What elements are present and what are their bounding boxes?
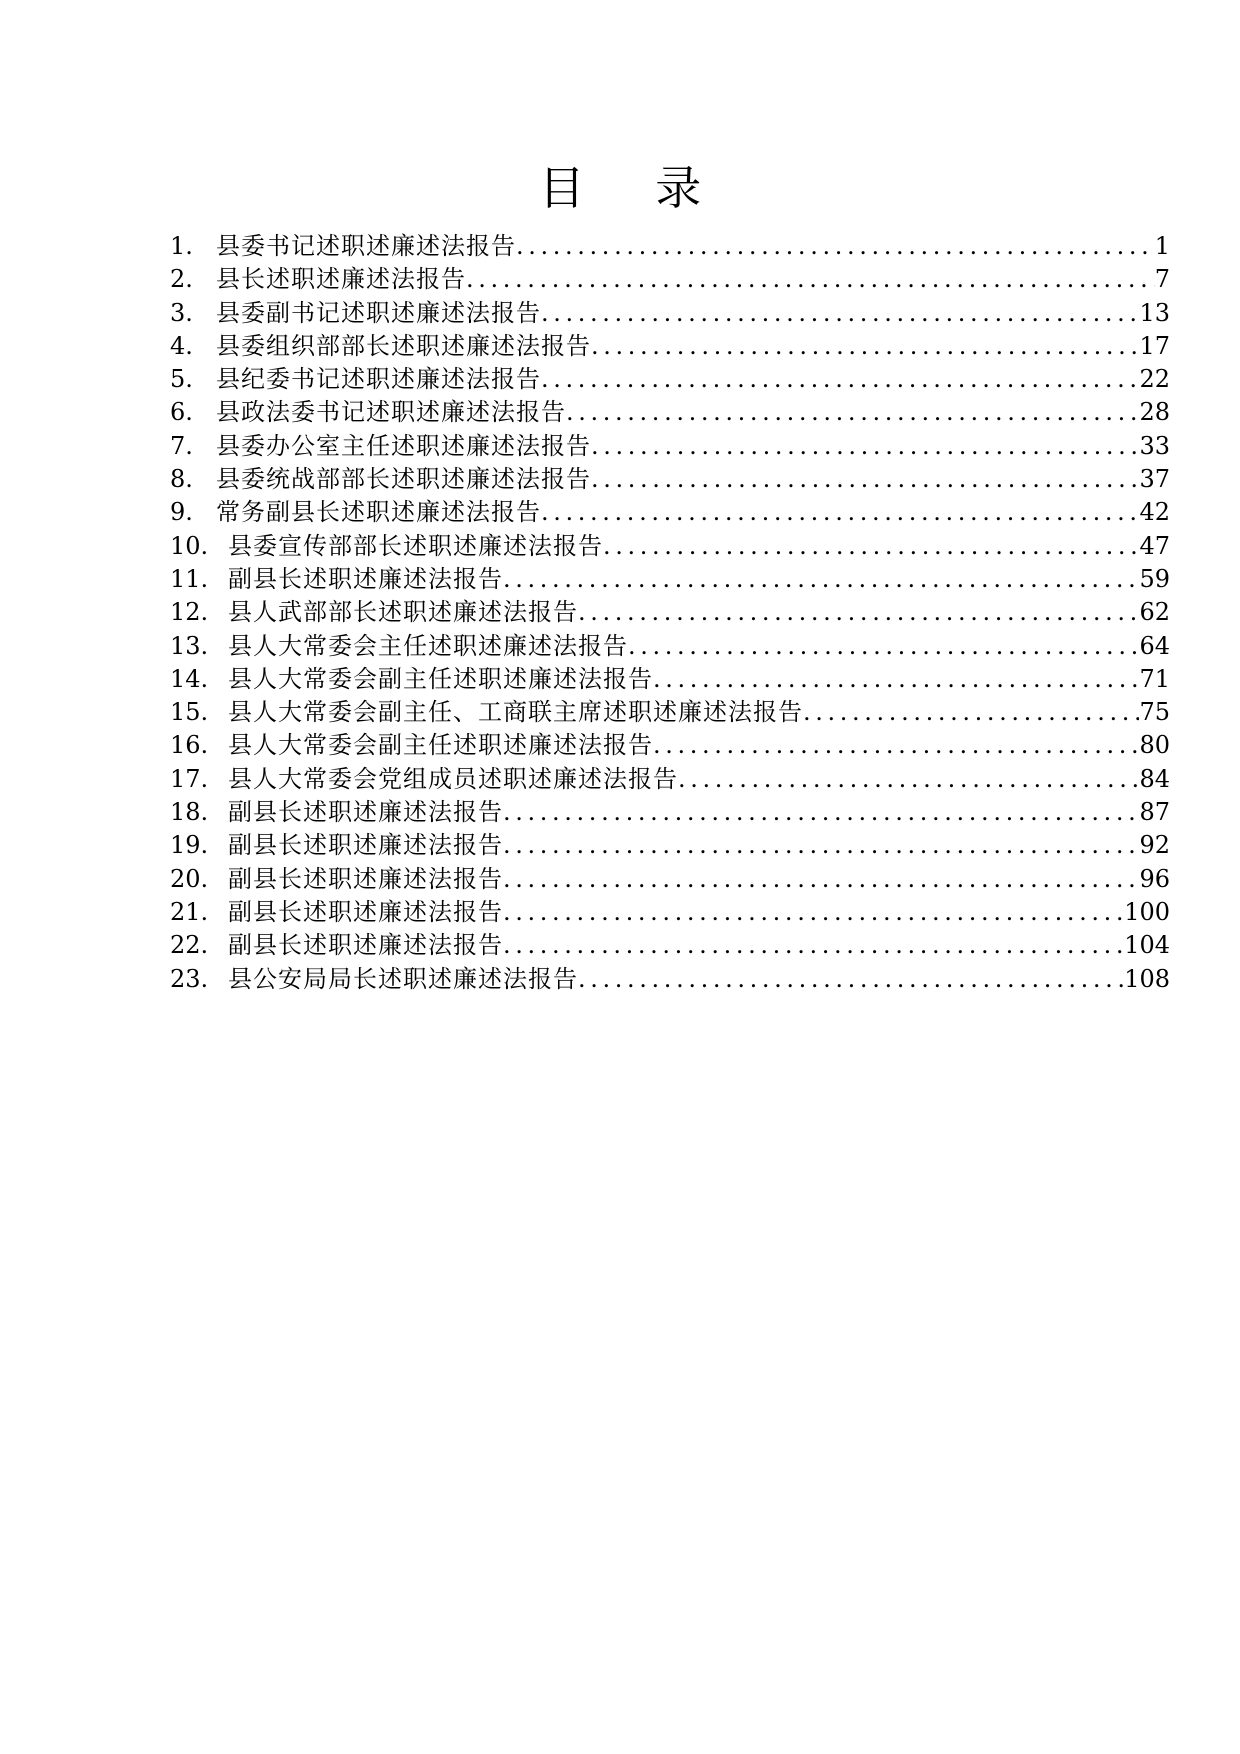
toc-dot-leader	[503, 563, 1139, 596]
toc-entry-number: 20.	[170, 864, 209, 893]
toc-entry-label[interactable]: 县长述职述廉述法报告	[216, 265, 466, 294]
toc-entry-label[interactable]: 县委副书记述职述廉述法报告	[216, 298, 541, 327]
toc-entry-page: 22	[1139, 365, 1170, 394]
toc-entry-number: 1.	[170, 232, 193, 260]
toc-entry-number: 5.	[170, 365, 193, 394]
toc-dot-leader	[628, 630, 1139, 663]
toc-dot-leader	[503, 896, 1124, 929]
toc-entry[interactable]	[170, 963, 1170, 996]
toc-entry-label[interactable]: 县人大常委会党组成员述职述廉述法报告	[228, 764, 678, 793]
toc-dot-leader	[503, 929, 1124, 962]
toc-entry-number: 21.	[170, 897, 209, 926]
toc-entry-page: 47	[1139, 531, 1170, 560]
toc-entry-label[interactable]: 县人大常委会副主任、工商联主席述职述廉述法报告	[228, 698, 803, 727]
toc-entry-number: 6.	[170, 398, 193, 427]
toc-entry[interactable]	[170, 863, 1170, 896]
toc-entry-page: 71	[1139, 664, 1170, 693]
toc-entry-page: 37	[1139, 465, 1170, 494]
toc-entry-page: 42	[1139, 498, 1170, 527]
toc-entry-number: 22.	[170, 931, 209, 960]
toc-entry-page: 84	[1139, 764, 1170, 793]
toc-entry-label[interactable]: 副县长述职述廉述法报告	[228, 864, 503, 893]
toc-dot-leader	[591, 330, 1139, 363]
toc-entry-page: 92	[1139, 831, 1170, 860]
toc-entry-label[interactable]: 县公安局局长述职述廉述法报告	[228, 964, 578, 993]
toc-entry-label[interactable]: 县委组织部部长述职述廉述法报告	[216, 331, 591, 360]
toc-entry-label[interactable]: 县委办公室主任述职述廉述法报告	[216, 431, 591, 460]
toc-entry-number: 23.	[170, 964, 209, 993]
toc-entry-label[interactable]: 副县长述职述廉述法报告	[228, 931, 503, 960]
toc-entry-page: 80	[1139, 731, 1170, 760]
toc-dot-leader	[503, 863, 1139, 896]
toc-entry[interactable]	[170, 496, 1170, 529]
toc-entry-label[interactable]: 县纪委书记述职述廉述法报告	[216, 365, 541, 394]
toc-entry-number: 13.	[170, 631, 209, 660]
toc-entry-page: 75	[1139, 698, 1170, 727]
toc-entry-page: 7	[1154, 265, 1170, 294]
toc-entry-number: 7.	[170, 431, 193, 460]
toc-entry-label[interactable]: 县委宣传部部长述职述廉述法报告	[228, 531, 603, 560]
toc-entry[interactable]	[170, 630, 1170, 663]
toc-entry[interactable]	[170, 263, 1170, 296]
toc-entry-label[interactable]: 县委书记述职述廉述法报告	[216, 232, 516, 260]
toc-entry-page: 96	[1139, 864, 1170, 893]
toc-entry-number: 10.	[170, 531, 209, 560]
toc-entry[interactable]	[170, 230, 1170, 263]
toc-entry[interactable]	[170, 563, 1170, 596]
table-of-contents	[170, 230, 1170, 996]
toc-entry-page: 13	[1139, 298, 1170, 327]
toc-entry-number: 16.	[170, 731, 209, 760]
toc-dot-leader	[566, 396, 1139, 429]
toc-entry-label[interactable]: 副县长述职述廉述法报告	[228, 564, 503, 593]
toc-entry-page: 28	[1139, 398, 1170, 427]
toc-entry-page: 62	[1139, 598, 1170, 627]
toc-dot-leader	[503, 796, 1139, 829]
toc-dot-leader	[591, 430, 1139, 463]
toc-dot-leader	[578, 963, 1124, 996]
toc-entry-label[interactable]: 县人武部部长述职述廉述法报告	[228, 598, 578, 627]
toc-entry-number: 3.	[170, 298, 193, 327]
toc-entry-label[interactable]: 常务副县长述职述廉述法报告	[216, 498, 541, 527]
toc-entry-page: 108	[1124, 964, 1170, 993]
toc-entry-label[interactable]: 县人大常委会主任述职述廉述法报告	[228, 631, 628, 660]
toc-entry-number: 12.	[170, 598, 209, 627]
toc-dot-leader	[603, 530, 1139, 563]
toc-entry-page: 59	[1139, 564, 1170, 593]
toc-entry[interactable]	[170, 829, 1170, 862]
toc-entry-label[interactable]: 县人大常委会副主任述职述廉述法报告	[228, 664, 653, 693]
toc-entry-number: 19.	[170, 831, 209, 860]
toc-entry-number: 14.	[170, 664, 209, 693]
toc-entry[interactable]	[170, 896, 1170, 929]
toc-dot-leader	[578, 596, 1139, 629]
toc-entry[interactable]	[170, 396, 1170, 429]
toc-entry[interactable]	[170, 596, 1170, 629]
toc-entry[interactable]	[170, 297, 1170, 330]
toc-entry[interactable]	[170, 430, 1170, 463]
toc-dot-leader	[653, 663, 1139, 696]
toc-entry-page: 17	[1139, 331, 1170, 360]
toc-entry[interactable]	[170, 696, 1170, 729]
toc-entry[interactable]	[170, 729, 1170, 762]
toc-entry[interactable]	[170, 763, 1170, 796]
toc-entry[interactable]	[170, 530, 1170, 563]
toc-dot-leader	[591, 463, 1139, 496]
toc-entry[interactable]	[170, 796, 1170, 829]
toc-entry-page: 104	[1124, 931, 1170, 960]
toc-entry-number: 2.	[170, 265, 193, 294]
toc-entry-page: 64	[1139, 631, 1170, 660]
toc-entry-label[interactable]: 副县长述职述廉述法报告	[228, 897, 503, 926]
toc-dot-leader	[678, 763, 1139, 796]
toc-dot-leader	[503, 829, 1139, 862]
toc-entry-number: 11.	[170, 564, 209, 593]
toc-entry-label[interactable]: 县人大常委会副主任述职述廉述法报告	[228, 731, 653, 760]
toc-entry-page: 100	[1124, 897, 1170, 926]
toc-entry-label[interactable]: 副县长述职述廉述法报告	[228, 831, 503, 860]
toc-dot-leader	[803, 696, 1139, 729]
toc-dot-leader	[541, 363, 1139, 396]
toc-entry[interactable]	[170, 929, 1170, 962]
toc-entry-page: 33	[1139, 431, 1170, 460]
toc-dot-leader	[653, 729, 1139, 762]
toc-dot-leader	[541, 297, 1139, 330]
toc-entry[interactable]	[170, 663, 1170, 696]
toc-entry-number: 18.	[170, 798, 209, 827]
toc-entry[interactable]	[170, 363, 1170, 396]
page-title: 目 录	[538, 161, 730, 215]
toc-entry-number: 15.	[170, 698, 209, 727]
toc-entry-label[interactable]: 副县长述职述廉述法报告	[228, 798, 503, 827]
toc-entry-number: 17.	[170, 764, 209, 793]
toc-entry-label[interactable]: 县政法委书记述职述廉述法报告	[216, 398, 566, 427]
toc-entry-label[interactable]: 县委统战部部长述职述廉述法报告	[216, 465, 591, 494]
toc-entry-number: 8.	[170, 465, 193, 494]
toc-entry-number: 4.	[170, 331, 193, 360]
toc-entry-page: 1	[1154, 232, 1170, 260]
toc-dot-leader	[516, 230, 1155, 263]
toc-dot-leader	[466, 263, 1155, 296]
toc-entry-number: 9.	[170, 498, 193, 527]
toc-entry[interactable]	[170, 330, 1170, 363]
toc-entry-page: 87	[1139, 798, 1170, 827]
toc-entry[interactable]	[170, 463, 1170, 496]
toc-dot-leader	[541, 496, 1139, 529]
